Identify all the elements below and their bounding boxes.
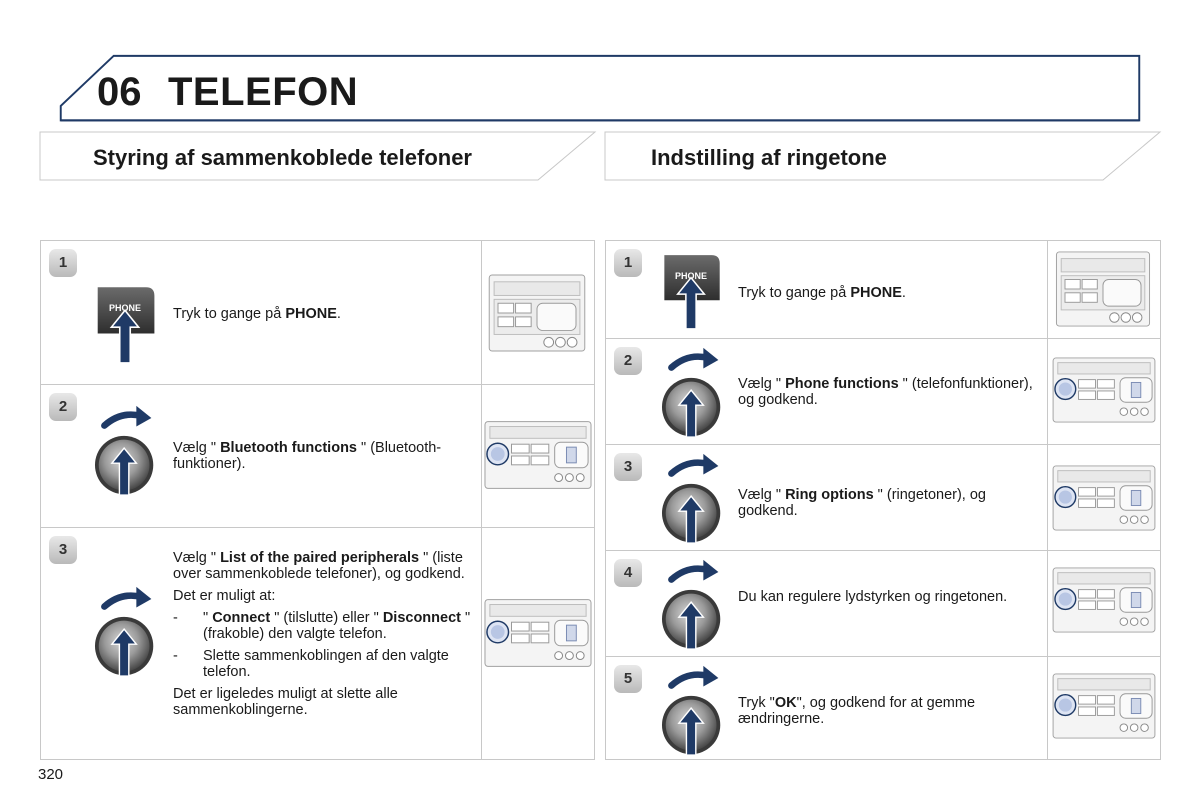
radio-unit-thumbnail	[1050, 567, 1158, 633]
rotary-knob-icon	[660, 451, 726, 545]
rotary-knob-icon	[660, 557, 726, 651]
step-number-badge: 2	[614, 347, 642, 375]
step-number-badge: 5	[614, 665, 642, 693]
left-steps-panel	[40, 240, 595, 760]
phone-button-label: PHONE	[108, 303, 142, 313]
step-text: Vælg " Phone functions " (telefonfunktioner), og godkend.	[738, 376, 1033, 408]
thumbnail-cell	[481, 385, 595, 527]
thumbnail-cell	[1047, 241, 1161, 338]
chapter-number: 06	[97, 70, 142, 114]
right-step-2	[606, 338, 1160, 444]
phone-button-label: PHONE	[674, 271, 708, 281]
rotary-knob-icon	[93, 584, 159, 678]
step-number-badge: 3	[614, 453, 642, 481]
radio-unit-thumbnail	[1050, 673, 1158, 739]
step-text: Vælg " Ring options " (ringetoner), og godkend.	[738, 487, 986, 519]
rotary-knob-icon	[660, 663, 726, 757]
right-step-1	[606, 241, 1160, 338]
radio-unit-thumbnail	[484, 420, 592, 490]
thumbnail-cell	[1047, 445, 1161, 550]
phone-button-icon	[658, 249, 724, 331]
right-step-3	[606, 444, 1160, 550]
rotary-knob-icon	[660, 345, 726, 439]
step-number-badge: 4	[614, 559, 642, 587]
step-text: Tryk to gange på PHONE.	[173, 306, 341, 322]
phone-button-icon	[91, 281, 159, 365]
thumbnail-cell	[1047, 551, 1161, 656]
left-step-3	[41, 527, 594, 759]
left-step-1	[41, 241, 594, 384]
rotary-knob-icon	[93, 403, 159, 497]
right-section-title: Indstilling af ringetone	[651, 145, 887, 170]
page-number: 320	[38, 766, 64, 783]
thumbnail-cell	[481, 241, 595, 384]
step-text: Du kan regulere lydstyrken og ringetonen.	[738, 589, 1008, 605]
thumbnail-cell	[1047, 657, 1161, 759]
left-section-title: Styring af sammenkoblede telefoner	[93, 145, 472, 170]
right-step-5	[606, 656, 1160, 759]
bullet-item: - Slette sammenkoblingen af den valgte telefon.	[173, 648, 449, 680]
thumbnail-cell	[1047, 339, 1161, 444]
step-text: Tryk "OK", og godkend for at gemme ændringerne.	[738, 695, 976, 727]
step-text: Tryk to gange på PHONE.	[738, 285, 906, 301]
radio-unit-thumbnail	[488, 274, 586, 352]
left-step-2	[41, 384, 594, 527]
step-text: Vælg " Bluetooth functions " (Bluetooth-funktioner).	[173, 440, 442, 472]
radio-unit-thumbnail	[484, 598, 592, 668]
step-text: Vælg " List of the paired peripherals " (liste over sammenkoblede telefoner), og godkend. Det er muligt at: - " Connect " (tilslutte) eller " Disconnect " (frakoble) den valgte telefon. - Slette sammenkoblingen af den valgte telefon. Det er ligeledes muligt at slette alle sammenkoblingerne.	[173, 550, 473, 724]
step-number-badge: 3	[49, 536, 77, 564]
step-number-badge: 1	[614, 249, 642, 277]
radio-unit-thumbnail	[1050, 357, 1158, 423]
radio-unit-thumbnail	[1054, 251, 1152, 327]
step-outro: Det er ligeledes muligt at slette alle sammenkoblingerne.	[173, 686, 398, 718]
thumbnail-cell	[481, 528, 595, 759]
right-steps-panel	[605, 240, 1161, 760]
step-number-badge: 2	[49, 393, 77, 421]
step-number-badge: 1	[49, 249, 77, 277]
step-intro: Det er muligt at:	[173, 588, 276, 604]
chapter-title: TELEFON	[168, 70, 359, 114]
right-step-4	[606, 550, 1160, 656]
bullet-item: - " Connect " (tilslutte) eller " Disconnect " (frakoble) den valgte telefon.	[173, 610, 471, 642]
radio-unit-thumbnail	[1050, 465, 1158, 531]
